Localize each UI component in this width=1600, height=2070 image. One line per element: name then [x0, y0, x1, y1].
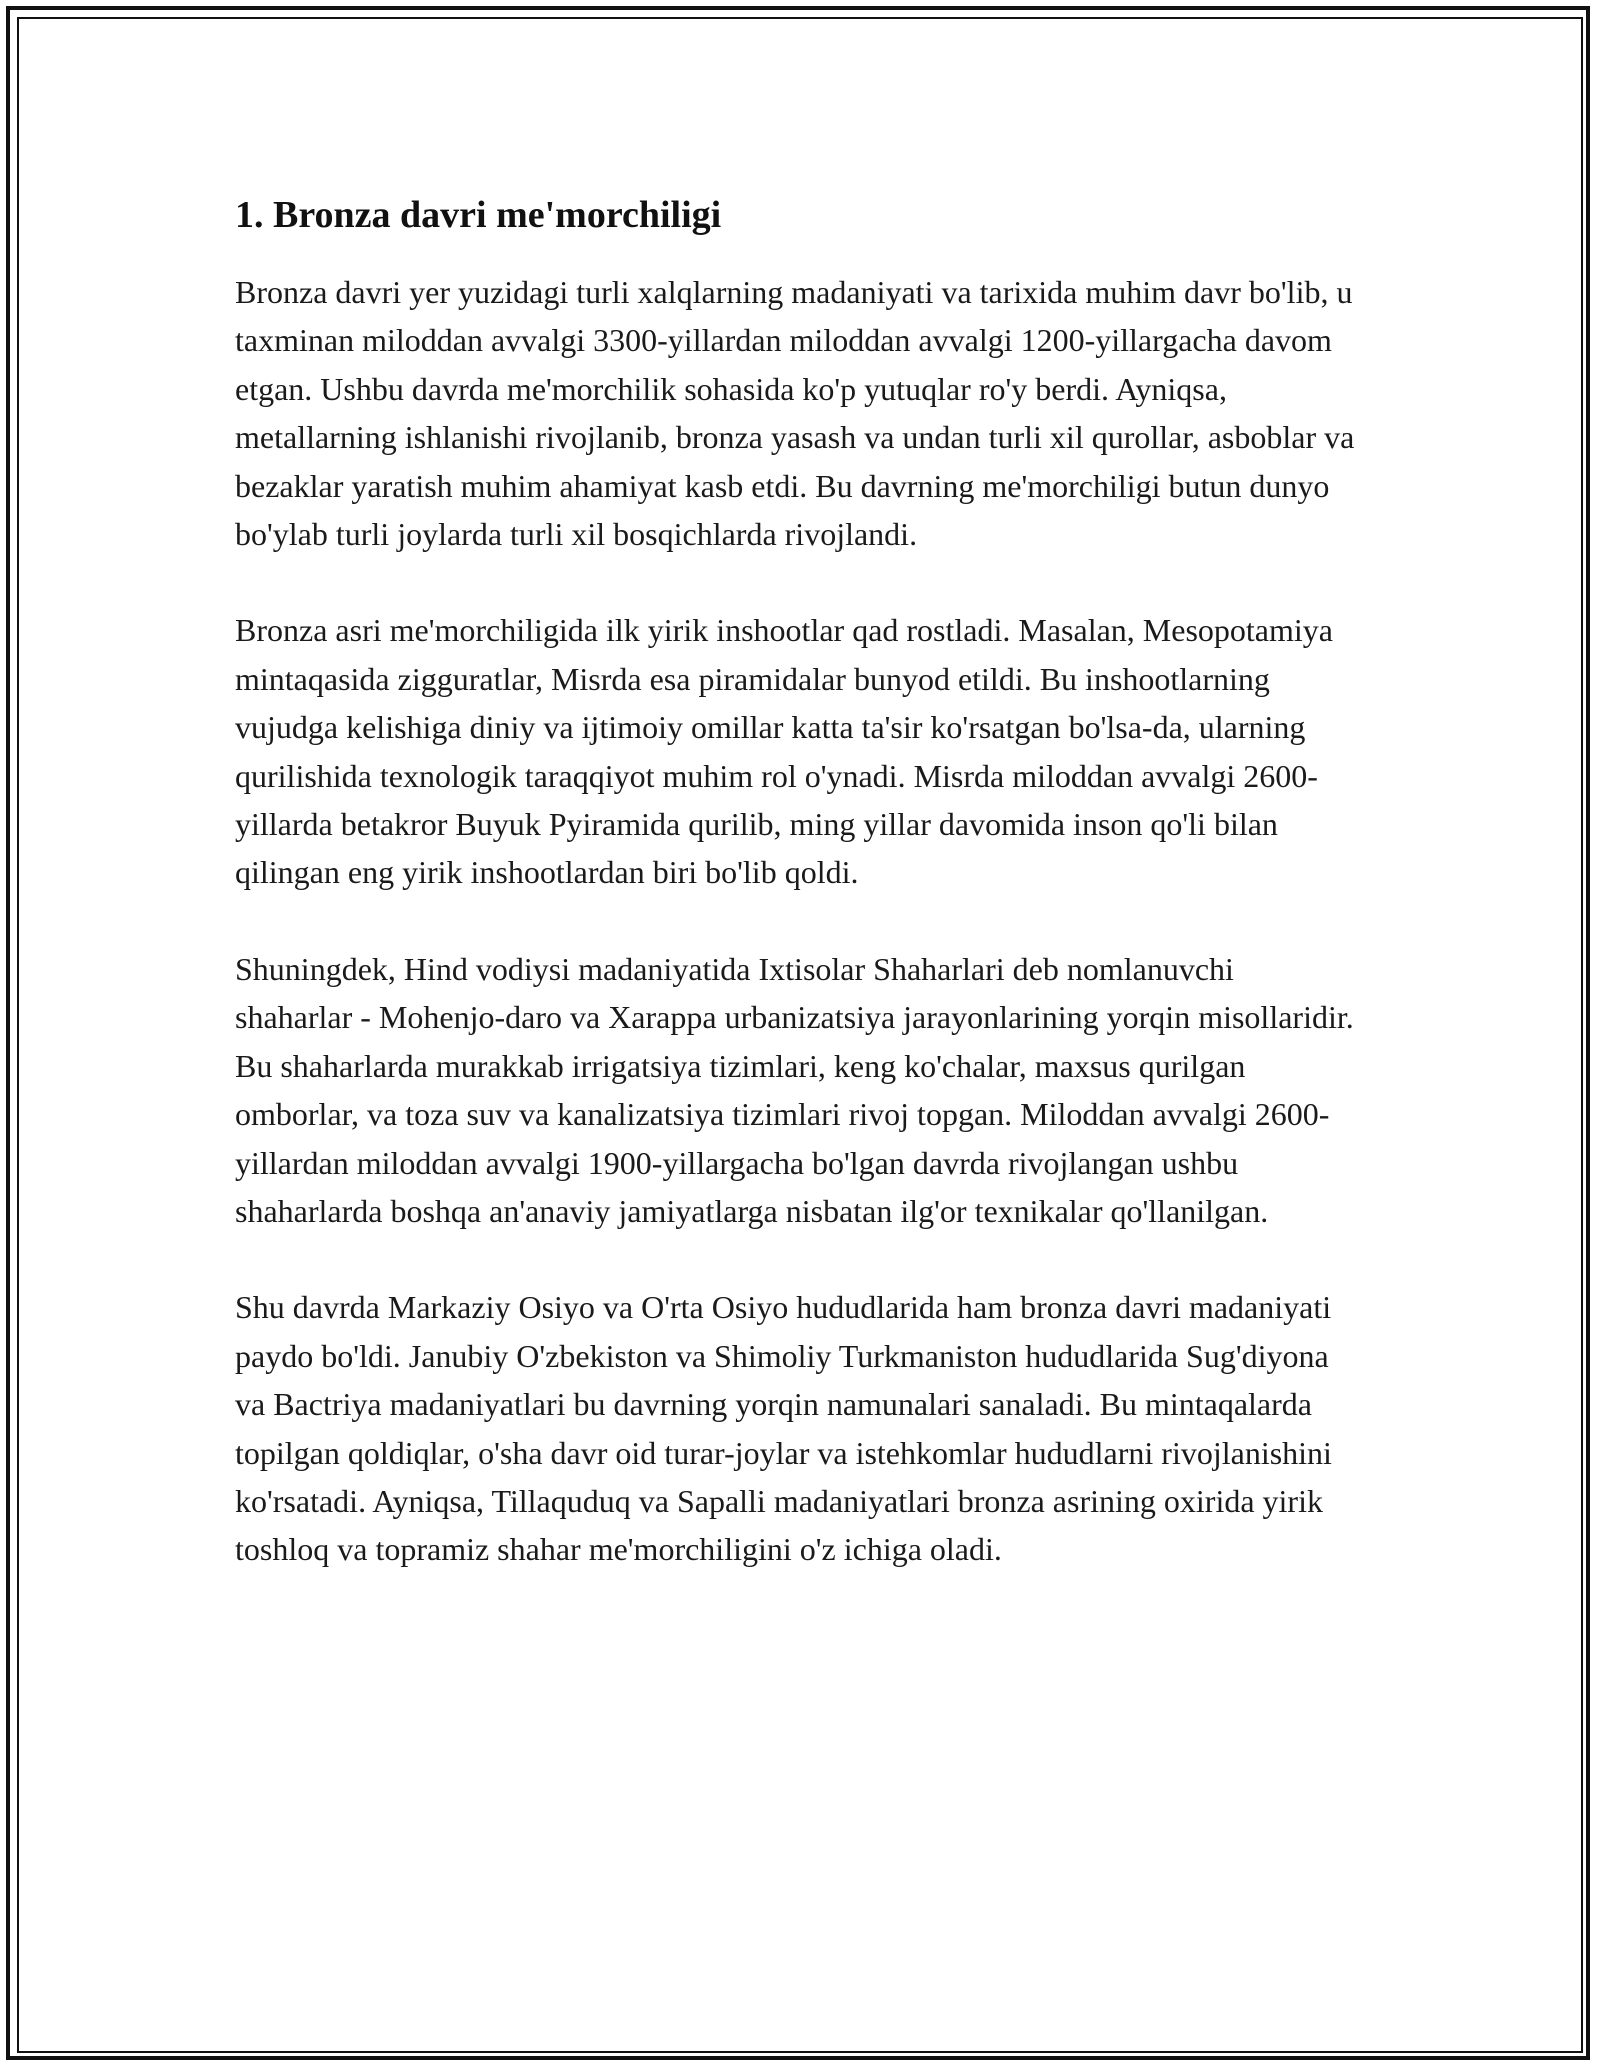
document-body	[235, 186, 1355, 1622]
section-heading: 1. Bronza davri me'morchiligi	[235, 194, 722, 236]
paragraph-4: Shu davrda Markaziy Osiyo va O'rta Osiyo hududlarida ham bronza davri madaniyati paydo bo'ldi. Janubiy O'zbekiston va Shimoliy Turkmaniston hududlarida Sug'diyona va Bactriya madaniyatlari bu davrning yorqin namunalari sanaladi. Bu mintaqalarda topilgan qoldiqlar, o'sha davr oid turar-joylar va istehkomlar hududlarni rivojlanishini ko'rsatadi. Ayniqsa, Tillaquduq va Sapalli madaniyatlari bronza asrining oxirida yirik toshloq va topramiz shahar me'morchiligini o'z ichiga oladi.	[235, 1289, 1332, 1568]
paragraph-3: Shuningdek, Hind vodiysi madaniyatida Ixtisolar Shaharlari deb nomlanuvchi shaharlar - Mohenjo-daro va Xarappa urbanizatsiya jarayonlarining yorqin misollaridir. Bu shaharlarda murakkab irrigatsiya tizimlari, keng ko'chalar, maxsus qurilgan omborlar, va toza suv va kanalizatsiya tizimlari rivoj topgan. Miloddan avvalgi 2600-yillardan miloddan avvalgi 1900-yillargacha bo'lgan davrda rivojlangan ushbu shaharlarda boshqa an'anaviy jamiyatlarga nisbatan ilg'or texnikalar qo'llanilgan.	[235, 950, 1354, 1229]
paragraph-2: Bronza asri me'morchiligida ilk yirik inshootlar qad rostladi. Masalan, Mesopotamiya mintaqasida zigguratlar, Misrda esa piramidalar bunyod etildi. Bu inshootlarning vujudga kelishiga diniy va ijtimoiy omillar katta ta'sir ko'rsatgan bo'lsa-da, ularning qurilishida texnologik taraqqiyot muhim rol o'ynadi. Misrda miloddan avvalgi 2600-yillarda betakror Buyuk Pyiramida qurilib, ming yillar davomida inson qo'li bilan qilingan eng yirik inshootlardan biri bo'lib qoldi.	[235, 612, 1333, 891]
paragraph-1: Bronza davri yer yuzidagi turli xalqlarning madaniyati va tarixida muhim davr bo'lib, u taxminan miloddan avvalgi 3300-yillardan miloddan avvalgi 1200-yillargacha davom etgan. Ushbu davrda me'morchilik sohasida ko'p yutuqlar ro'y berdi. Ayniqsa, metallarning ishlanishi rivojlanib, bronza yasash va undan turli xil qurollar, asboblar va bezaklar yaratish muhim ahamiyat kasb etdi. Bu davrning me'morchiligi butun dunyo bo'ylab turli joylarda turli xil bosqichlarda rivojlandi.	[235, 274, 1355, 553]
